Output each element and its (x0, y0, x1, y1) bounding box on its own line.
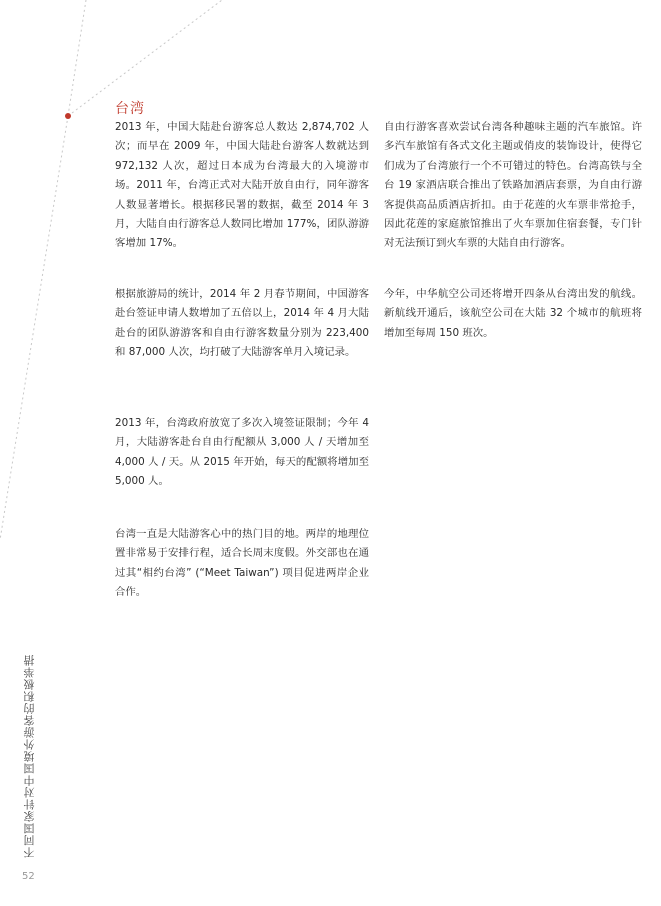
paragraph-motels-rail: 自由行游客喜欢尝试台湾各种趣味主题的汽车旅馆。许多汽车旅馆有各式文化主题或俏皮的装饰设计，使得它们成为了台湾旅行一个不可错过的特色。台湾高铁与全台 19 家酒店联合推出了铁路加酒店套票，为自由行游客提供高品质酒店折扣。由于花莲的火车票非常抢手，因此花莲的家庭旅馆推出了火车票加住宿套餐，专门针对无法预订到火车票的大陆自由行游客。 (384, 121, 642, 250)
dotted-line-top (68, 0, 86, 116)
section-title: 台湾 (115, 101, 145, 117)
paragraph-visa-quota: 2013 年，台湾政府放宽了多次入境签证限制；今年 4 月，大陆游客赴台自由行配额从 3,000 人 / 天增加至 4,000 人 / 天。从 2015 年开始，每天的配额将增加至 5,000 人。 (115, 417, 369, 488)
accent-dot (65, 113, 71, 119)
paragraph-tourism-bureau-stats: 根据旅游局的统计，2014 年 2 月春节期间，中国游客赴台签证申请人数增加了五倍以上，2014 年 4 月大陆赴台的团队游游客和自由行游客数量分别为 223,400 和 87,000 人次，均打破了大陆游客单月入境记录。 (115, 288, 369, 359)
paragraph-china-airlines: 今年，中华航空公司还将增开四条从台湾出发的航线。新航线开通后，该航空公司在大陆 32 个城市的航班将增加至每周 150 班次。 (384, 288, 642, 339)
dotted-line-left (0, 116, 68, 540)
paragraph-meet-taiwan: 台湾一直是大陆游客心中的热门目的地。两岸的地理位置非常易于安排行程，适合长周末度假。外交部也在通过其“相约台湾” (“Meet Taiwan”) 项目促进两岸企业合作。 (115, 528, 369, 599)
running-title: 不同国家针对中国境外游客的积极举措 (23, 654, 36, 858)
paragraph-visitor-totals: 2013 年，中国大陆赴台游客总人数达 2,874,702 人次；而早在 2009 年，中国大陆赴台游客人数就达到 972,132 人次，超过日本成为台湾最大的入境游市场。2011 年，台湾正式对大陆开放自由行，同年游客人数显著增长。根据移民署的数据，截至 2014 年 3 月，大陆自由行游客总人数同比增加 177%，团队游游客增加 17%。 (115, 121, 369, 250)
page-number: 52 (22, 871, 35, 882)
dotted-line-diagonal (68, 0, 222, 116)
